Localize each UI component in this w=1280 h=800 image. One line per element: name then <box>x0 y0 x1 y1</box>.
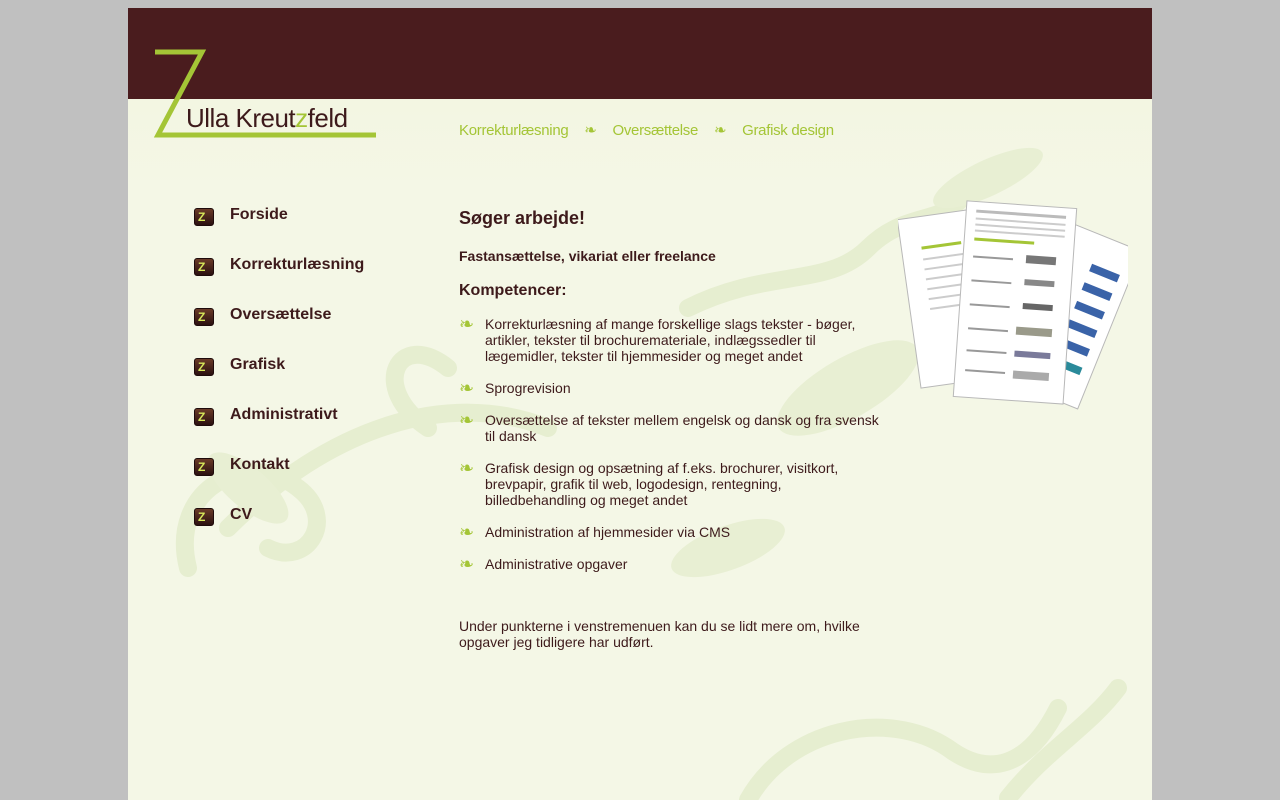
page-title: Søger arbejde! <box>459 208 586 228</box>
z-bullet-icon: Z <box>194 358 214 376</box>
topnav-korrekturlaesning[interactable]: Korrekturlæsning <box>459 122 569 139</box>
z-bullet-icon: Z <box>194 308 214 326</box>
leaf-bullet-icon: ❧ <box>459 458 475 478</box>
site-logo[interactable] <box>150 49 380 141</box>
topnav-oversaettelse[interactable]: Oversættelse <box>612 122 699 139</box>
sidemenu-label: Oversættelse <box>230 306 332 323</box>
sidemenu-label: Korrekturlæsning <box>230 256 365 273</box>
z-bullet-icon: Z <box>194 408 214 426</box>
leaf-bullet-icon: ❧ <box>459 522 475 542</box>
z-bullet-icon: Z <box>194 458 214 476</box>
sidemenu-label: Administrativt <box>230 406 338 423</box>
z-bullet-icon: Z <box>194 508 214 526</box>
leaf-bullet-icon: ❧ <box>459 410 475 430</box>
brochure-image <box>898 192 1128 424</box>
topnav-separator-icon: ❧ <box>713 122 727 139</box>
page <box>128 8 1152 800</box>
sidemenu-label: CV <box>230 506 253 523</box>
leaf-bullet-icon: ❧ <box>459 378 475 398</box>
sidemenu-label: Kontakt <box>230 456 290 473</box>
list-item: ❧ Sprogrevision <box>459 378 571 398</box>
sidemenu-label: Grafisk <box>230 356 286 373</box>
leaf-bullet-icon: ❧ <box>459 554 475 574</box>
footer-text: Under punkterne i venstremenuen kan du se lidt mere om, hvilke opgaver jeg tidligere har udført. <box>459 618 860 650</box>
topnav-separator-icon: ❧ <box>584 122 597 139</box>
z-bullet-icon: Z <box>194 258 214 276</box>
sidemenu-label: Forside <box>230 206 288 223</box>
list-item: ❧ Administration af hjemmesider via CMS <box>459 522 731 542</box>
competences-list <box>459 316 879 588</box>
competences-heading: Kompetencer: <box>459 282 567 299</box>
z-bullet-icon: Z <box>194 208 214 226</box>
logo-text: Ulla Kreutzfeld <box>186 103 348 133</box>
list-item: ❧ Korrekturlæsning af mange forskellige slags tekster - bøger, artikler, tekster til brochurematerialе, indlægssedler til lægemidler, tekster til hjemmesider og meget andet <box>459 314 856 364</box>
list-item: ❧ Oversættelse af tekster mellem engelsk og dansk og fra svensk til dansk <box>459 410 879 444</box>
leaf-bullet-icon: ❧ <box>459 314 475 334</box>
list-item: ❧ Administrative opgaver <box>459 554 628 574</box>
page-subtitle: Fastansættelse, vikariat eller freelance <box>459 248 716 264</box>
topnav-grafisk-design[interactable]: Grafisk design <box>742 122 834 139</box>
list-item: ❧ Grafisk design og opsætning af f.eks. brochurer, visitkort, brevpapir, grafik til web, logodesign, rentegning, billedbehandling og meget andet <box>459 458 839 508</box>
top-navigation <box>459 121 834 139</box>
